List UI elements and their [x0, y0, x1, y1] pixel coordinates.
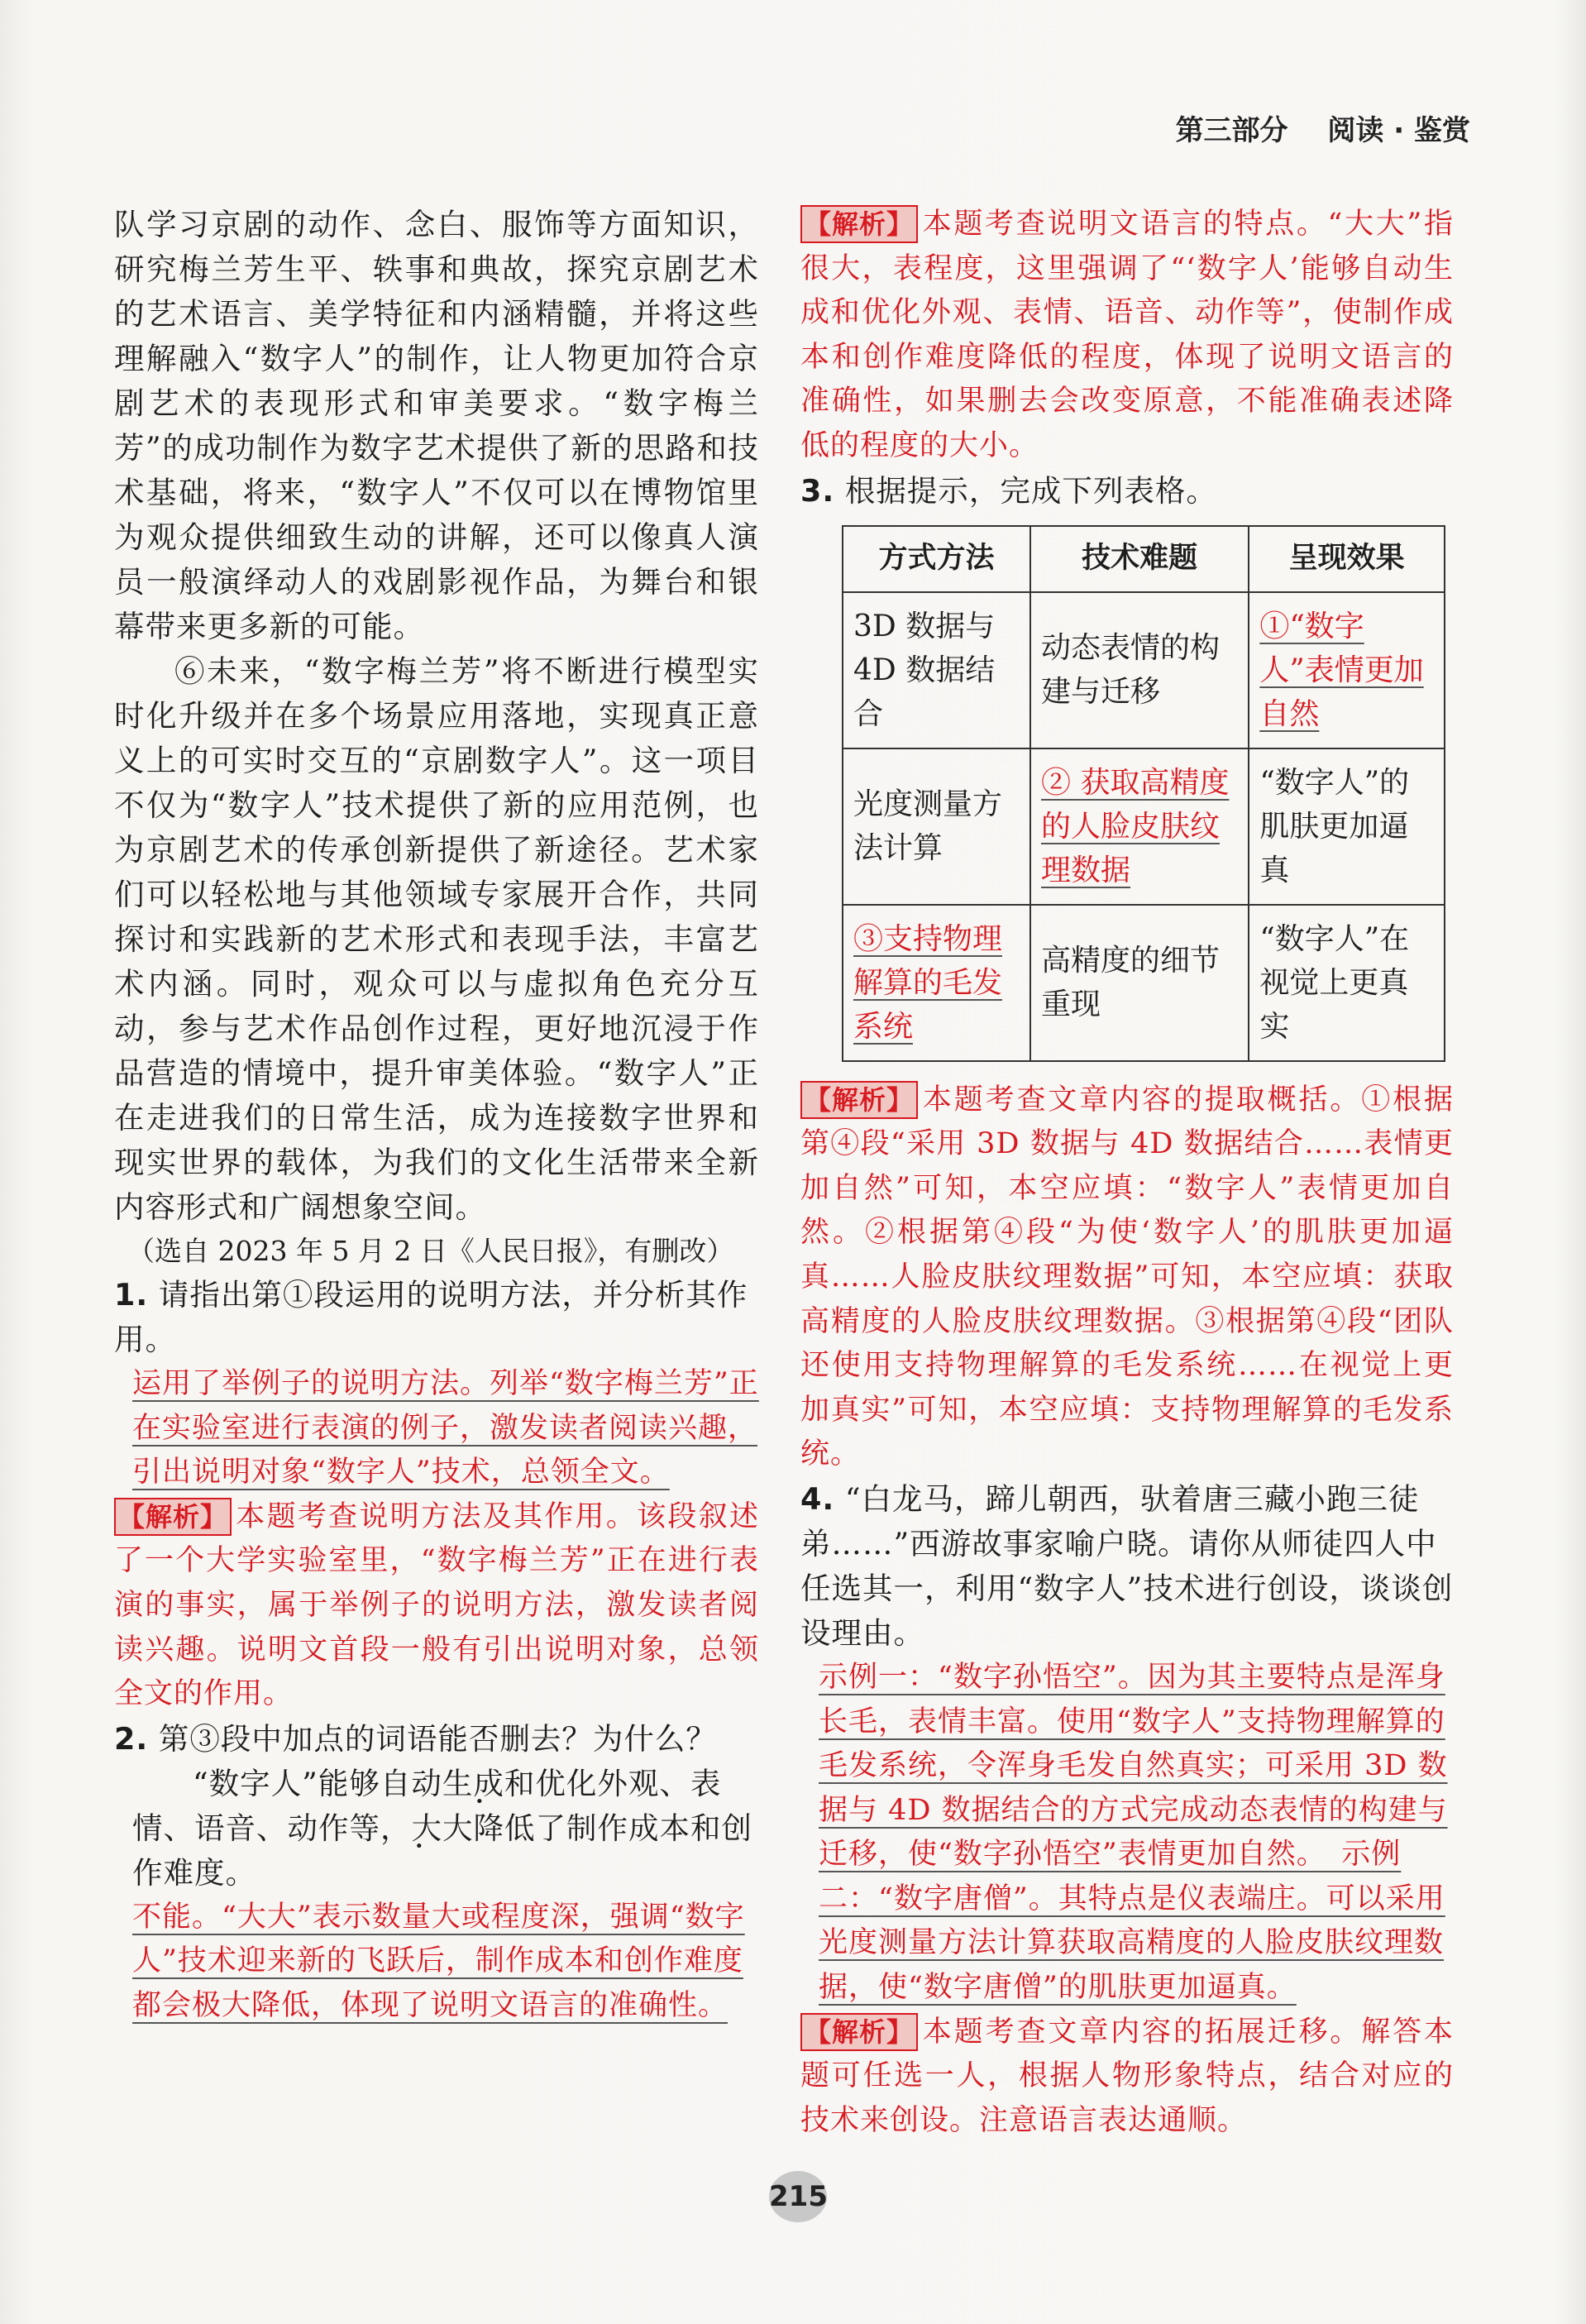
question-2-quote — [114, 1762, 759, 1896]
page-number: 215 — [769, 2171, 827, 2222]
table-cell: 高精度的细节重现 — [1030, 905, 1249, 1061]
question-number: 1. — [114, 1277, 149, 1313]
analysis-text: 本题考查文章内容的提取概括。①根据第④段“采用 3D 数据与 4D 数据结合……表情更加自然”可知，本空应填：“数字人”表情更加自然。②根据第④段“为使‘数字人’的肌肤更加逼真……人脸皮肤纹理数据”可知，本空应填：获取高精度的人脸皮肤纹理数据。③根据第④段“团队还使用支持物理解算的毛发系统……在视觉上更加真实”可知，本空应填：支持物理解算的毛发系统。 — [800, 1083, 1454, 1471]
question-3 — [800, 469, 1454, 514]
table-row — [843, 905, 1445, 1061]
table-header: 呈现效果 — [1249, 526, 1445, 592]
answer-table — [842, 525, 1445, 1062]
table-header: 方式方法 — [843, 526, 1030, 592]
table-cell — [1030, 748, 1249, 905]
analysis-text: 本题考查说明文语言的特点。“大大”指很大，表程度，这里强调了“‘数字人’能够自动生成和优化外观、表情、语音、动作等”，使制作成本和创作难度降低的程度，体现了说明文语言的准确性，如果删去会改变原意，不能准确表述降低的程度的大小。 — [800, 208, 1454, 462]
dotted-word: 大大 • • — [412, 1810, 474, 1846]
question-2 — [114, 1717, 759, 1762]
table-header-row — [843, 526, 1445, 592]
table-header: 技术难题 — [1030, 526, 1249, 592]
question-number: 3. — [800, 472, 835, 509]
analysis-tag: 【解析】 — [800, 1081, 918, 1119]
question-text: 根据提示，完成下列表格。 — [844, 472, 1217, 509]
table-answer-3: ③支持物理解算的毛发系统 — [853, 921, 1003, 1044]
question-1-answer: 运用了举例子的说明方法。列举“数字梅兰芳”正在实验室进行表演的例子，激发读者阅读兴趣，引出说明对象“数字人”技术，总领全文。 — [132, 1367, 759, 1490]
passage-source: （选自 2023 年 5 月 2 日《人民日报》，有删改） — [127, 1235, 734, 1267]
category-label: 阅读 · 鉴赏 — [1327, 114, 1470, 147]
quote-part-a: “数字人”能够自动生成和优化外观、表情、语音、动作等， — [132, 1765, 722, 1846]
question-4-answer: 示例一：“数字孙悟空”。因为其主要特点是浑身长毛，表情丰富。使用“数字人”支持物理解算的毛发系统，令浑身毛发自然真实；可采用 3D 数据与 4D 数据结合的方式完成动态表情的构建与迁移，使“数字孙悟空”表情更加自然。 示例二：“数字唐僧”。其特点是仪表端庄。可以采用光度测量方法计算获取高精度的人脸皮肤纹理数据，使“数字唐僧”的肌肤更加逼真。 — [819, 1660, 1448, 2005]
table-cell: 光度测量方法计算 — [843, 748, 1030, 905]
analysis-text: 本题考查说明方法及其作用。该段叙述了一个大学实验室里，“数字梅兰芳”正在进行表演的事实，属于举例子的说明方法，激发读者阅读兴趣。说明文首段一般有引出说明对象，总领全文的作用。 — [114, 1499, 759, 1711]
question-4-answer-block — [800, 1656, 1454, 2011]
question-1-answer-block — [114, 1362, 759, 1495]
table-cell — [843, 905, 1030, 1061]
table-cell: 3D 数据与 4D 数据结合 — [843, 592, 1030, 748]
table-row — [843, 748, 1445, 905]
question-4 — [800, 1477, 1454, 1656]
question-2-answer: 不能。“大大”表示数量大或程度深，强调“数字人”技术迎来新的飞跃后，制作成本和创作难度都会极大降低，体现了说明文语言的准确性。 — [132, 1900, 745, 2022]
page-header — [1176, 108, 1470, 148]
left-column — [114, 203, 759, 2029]
question-2-analysis — [800, 203, 1454, 469]
question-2-answer-block — [114, 1896, 759, 2029]
passage-continuation: 队学习京剧的动作、念白、服饰等方面知识，研究梅兰芳生平、轶事和典故，探究京剧艺术的艺术语言、美学特征和内涵精髓，并将这些理解融入“数字人”的制作，让人物更加符合京剧艺术的表现形式和审美要求。“数字梅兰芳”的成功制作为数字艺术提供了新的思路和技术基础，将来，“数字人”不仅可以在博物馆里为观众提供细致生动的讲解，还可以像真人演员一般演绎动人的戏剧影视作品，为舞台和银幕带来更多新的可能。 — [114, 207, 759, 644]
question-3-analysis — [800, 1078, 1454, 1477]
question-text: 请指出第①段运用的说明方法，并分析其作用。 — [114, 1277, 748, 1357]
table-cell — [1249, 592, 1445, 748]
table-answer-2: ② 获取高精度的人脸皮肤纹理数据 — [1041, 765, 1230, 887]
analysis-tag: 【解析】 — [114, 1498, 232, 1536]
table-cell: “数字人”的肌肤更加逼真 — [1249, 748, 1445, 905]
question-4-analysis — [800, 2011, 1454, 2144]
question-1-analysis — [114, 1495, 759, 1717]
section-label: 第三部分 — [1175, 114, 1288, 147]
analysis-tag: 【解析】 — [800, 205, 918, 243]
question-text: “白龙马，蹄儿朝西，驮着唐三藏小跑三徒弟……”西游故事家喻户晓。请你从师徒四人中任选其一，利用“数字人”技术进行创设，谈谈创设理由。 — [800, 1480, 1454, 1651]
table-cell: 动态表情的构建与迁移 — [1030, 592, 1249, 748]
question-number: 2. — [114, 1720, 149, 1757]
right-column — [800, 203, 1454, 2143]
table-row — [843, 592, 1445, 748]
passage-paragraph-6: ⑥未来，“数字梅兰芳”将不断进行模型实时化升级并在多个场景应用落地，实现真正意义上的可实时交互的“京剧数字人”。这一项目不仅为“数字人”技术提供了新的应用范例，也为京剧艺术的传承创新提供了新途径。艺术家们可以轻松地与其他领域专家展开合作，共同探讨和实践新的艺术形式和表现手法，丰富艺术内涵。同时，观众可以与虚拟角色充分互动，参与艺术作品创作过程，更好地沉浸于作品营造的情境中，提升审美体验。“数字人”正在走进我们的日常生活，成为连接数字世界和现实世界的载体，为我们的文化生活带来全新内容形式和广阔想象空间。 — [114, 653, 759, 1225]
quote-part-b: 降低了制作成本和创作难度。 — [132, 1810, 752, 1891]
question-number: 4. — [800, 1480, 835, 1517]
table-cell: “数字人”在视觉上更真实 — [1249, 905, 1445, 1061]
analysis-tag: 【解析】 — [800, 2013, 918, 2051]
analysis-text: 本题考查文章内容的拓展迁移。解答本题可任选一人，根据人物形象特点，结合对应的技术来创设。注意语言表达通顺。 — [800, 2015, 1454, 2137]
question-1 — [114, 1273, 759, 1362]
table-answer-1: ①“数字人”表情更加自然 — [1259, 609, 1424, 731]
question-text: 第③段中加点的词语能否删去？为什么？ — [158, 1720, 717, 1757]
